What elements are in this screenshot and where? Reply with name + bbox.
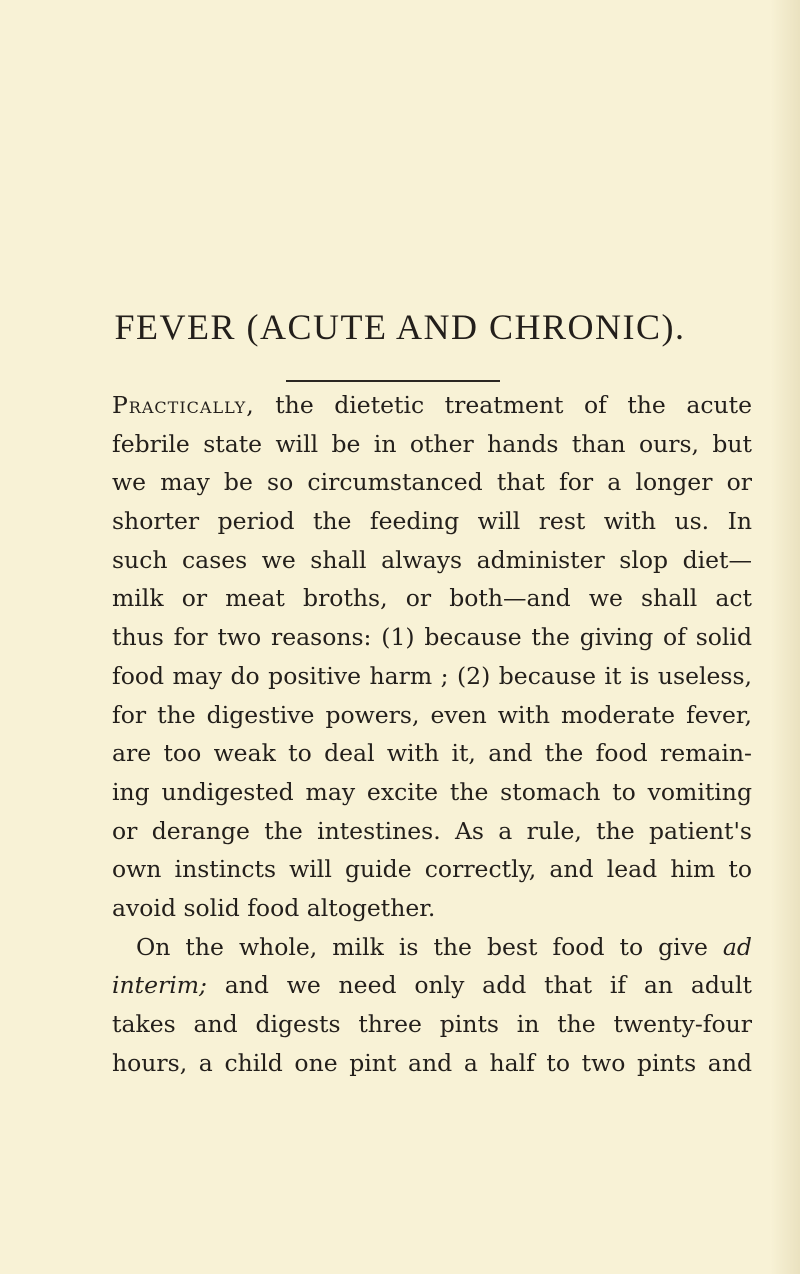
text-line: hours, a child one pint and a half to two pints and: [112, 1048, 752, 1077]
text-line: avoid solid food altogether.: [112, 893, 436, 922]
text-line: Practically, the dietetic treatment of the acute: [112, 391, 752, 419]
text-line: we may be so circumstanced that for a longer or: [112, 468, 752, 497]
text-line: shorter period the feeding will rest with us. In: [112, 507, 752, 536]
text-line: are too weak to deal with it, and the food remain-: [112, 739, 752, 768]
text-line: interim; and we need only add that if an adult: [112, 971, 752, 1000]
text-line: ing undigested may excite the stomach to vomiting: [112, 777, 752, 806]
lead-word: Practically,: [112, 391, 255, 419]
chapter-title: FEVER (ACUTE AND CHRONIC).: [114, 307, 686, 347]
text-line: febrile state will be in other hands than ours, but: [112, 429, 752, 458]
text-line: takes and digests three pints in the twenty-four: [112, 1010, 752, 1038]
text-line: for the digestive powers, even with moderate fever,: [112, 700, 752, 729]
body-text: [112, 386, 752, 1082]
text-line: such cases we shall always administer slop diet—: [112, 545, 752, 574]
text-line: thus for two reasons: (1) because the giving of solid: [112, 623, 752, 652]
text-line: own instincts will guide correctly, and lead him to: [112, 855, 752, 884]
text-line: On the whole, milk is the best food to give ad: [136, 932, 752, 961]
text-line: milk or meat broths, or both—and we shall act: [112, 584, 752, 613]
text-line: or derange the intestines. As a rule, the patient's: [112, 816, 752, 845]
text-line: food may do positive harm ; (2) because it is useless,: [112, 661, 752, 690]
title-rule: [286, 380, 500, 382]
